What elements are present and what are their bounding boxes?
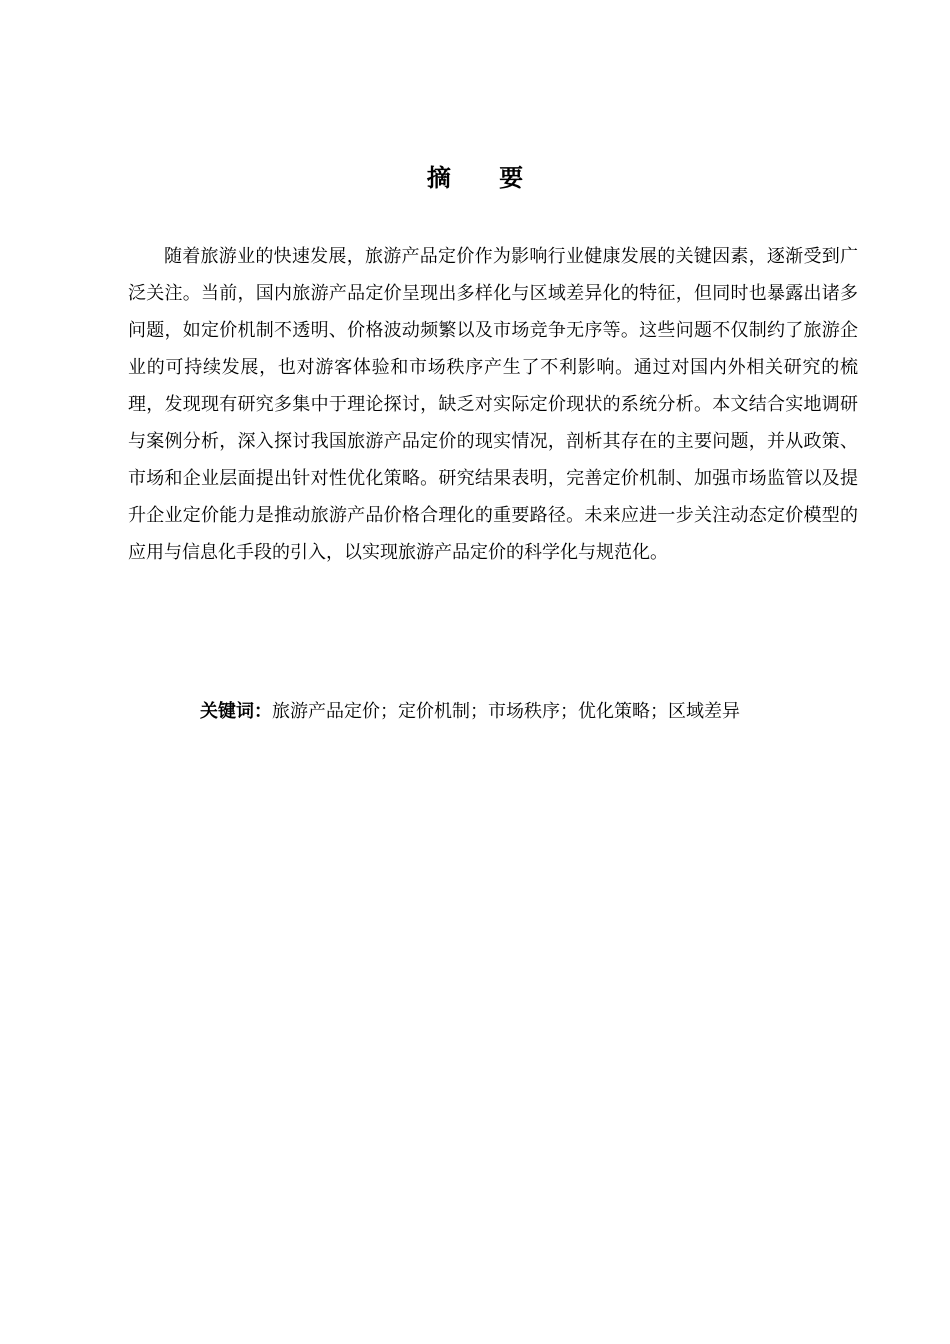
keywords-list: 旅游产品定价；定价机制；市场秩序；优化策略；区域差异 — [272, 701, 740, 722]
keywords-line — [200, 694, 840, 730]
page-title: 摘 要 — [426, 164, 544, 192]
abstract-paragraph: 随着旅游业的快速发展，旅游产品定价作为影响行业健康发展的关键因素，逐渐受到广泛关注。当前，国内旅游产品定价呈现出多样化与区域差异化的特征，但同时也暴露出诸多问题，如定价机制不透明、价格波动频繁以及市场竞争无序等。这些问题不仅制约了旅游企业的可持续发展，也对游客体验和市场秩序产生了不利影响。通过对国内外相关研究的梳理，发现现有研究多集中于理论探讨，缺乏对实际定价现状的系统分析。本文结合实地调研与案例分析，深入探讨我国旅游产品定价的现实情况，剖析其存在的主要问题，并从政策、市场和企业层面提出针对性优化策略。研究结果表明，完善定价机制、加强市场监管以及提升企业定价能力是推动旅游产品价格合理化的重要路径。未来应进一步关注动态定价模型的应用与信息化手段的引入，以实现旅游产品定价的科学化与规范化。 — [128, 246, 858, 563]
keywords-label: 关键词： — [200, 701, 272, 722]
